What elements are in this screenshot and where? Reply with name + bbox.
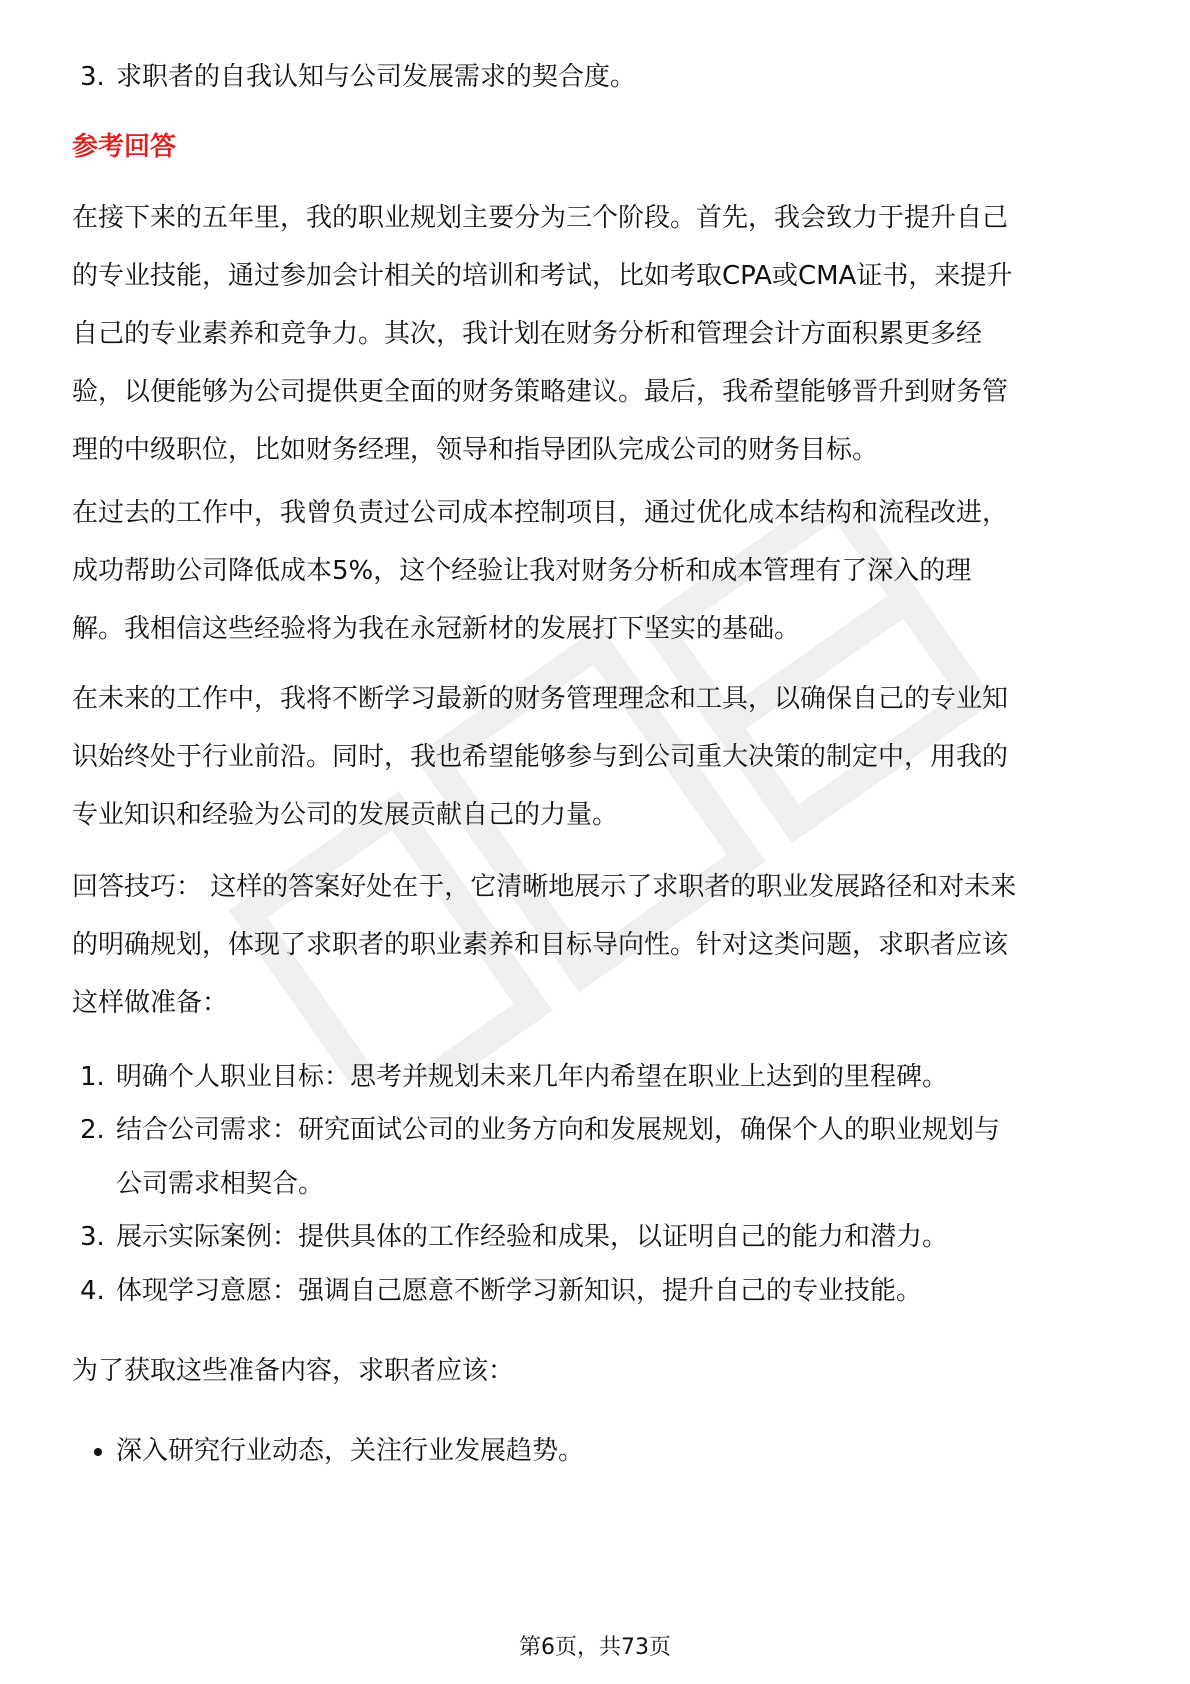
list-text: 结合公司需求：研究面试公司的业务方向和发展规划，确保个人的职业规划与 <box>116 1115 1001 1145</box>
list-text: 体现学习意愿：强调自己愿意不断学习新知识，提升自己的专业技能。 <box>116 1276 923 1306</box>
paragraph-line: 在过去的工作中，我曾负责过公司成本控制项目，通过优化成本结构和流程改进， <box>72 498 1009 528</box>
paragraph-line: 解。我相信这些经验将为我在永冠新材的发展打下坚实的基础。 <box>72 614 801 644</box>
paragraph: 为了获取这些准备内容，求职者应该： <box>72 1356 515 1386</box>
paragraph-line: 理的中级职位，比如财务经理，领导和指导团队完成公司的财务目标。 <box>72 435 879 465</box>
paragraph-line: 这样做准备： <box>72 988 229 1018</box>
paragraph <box>72 484 1132 658</box>
paragraph <box>72 189 1132 479</box>
paragraph-line: 验，以便能够为公司提供更全面的财务策略建议。最后，我希望能够晋升到财务管 <box>72 377 1009 407</box>
paragraph-line: 的明确规划，体现了求职者的职业素养和目标导向性。针对这类问题，求职者应该 <box>72 930 1009 960</box>
paragraph <box>72 858 1132 1032</box>
paragraph-line: 成功帮助公司降低成本5%，这个经验让我对财务分析和成本管理有了深入的理 <box>72 556 972 586</box>
paragraph-line: 的专业技能，通过参加会计相关的培训和考试，比如考取CPA或CMA证书，来提升 <box>72 261 1013 291</box>
list-number: 3. <box>80 1222 105 1252</box>
list-number: 4. <box>80 1276 105 1306</box>
list-number: 2. <box>80 1115 105 1145</box>
bullet-text: 深入研究行业动态，关注行业发展趋势。 <box>116 1436 585 1466</box>
paragraph-line: 在未来的工作中，我将不断学习最新的财务管理理念和工具，以确保自己的专业知 <box>72 684 1009 714</box>
page-number: 第6页，共73页 <box>519 1635 671 1660</box>
list-number: 3. <box>80 62 105 92</box>
list-number: 1. <box>80 1062 105 1092</box>
paragraph-line: 专业知识和经验为公司的发展贡献自己的力量。 <box>72 800 619 830</box>
list-text: 公司需求相契合。 <box>116 1169 325 1199</box>
paragraph-line: 在接下来的五年里，我的职业规划主要分为三个阶段。首先，我会致力于提升自己 <box>72 203 1009 233</box>
paragraph-line: 识始终处于行业前沿。同时，我也希望能够参与到公司重大决策的制定中，用我的 <box>72 742 1009 772</box>
list-text: 展示实际案例：提供具体的工作经验和成果，以证明自己的能力和潜力。 <box>116 1222 949 1252</box>
list-text: 明确个人职业目标：思考并规划未来几年内希望在职业上达到的里程碑。 <box>116 1062 949 1092</box>
paragraph-line: 回答技巧： 这样的答案好处在于，它清晰地展示了求职者的职业发展路径和对未来 <box>72 872 1017 902</box>
bullet-dot-icon <box>94 1448 102 1456</box>
paragraph-line: 自己的专业素养和竞争力。其次，我计划在财务分析和管理会计方面积累更多经 <box>72 319 983 349</box>
section-heading: 参考回答 <box>72 132 177 162</box>
list-text: 求职者的自我认知与公司发展需求的契合度。 <box>116 62 637 92</box>
paragraph <box>72 670 1132 844</box>
